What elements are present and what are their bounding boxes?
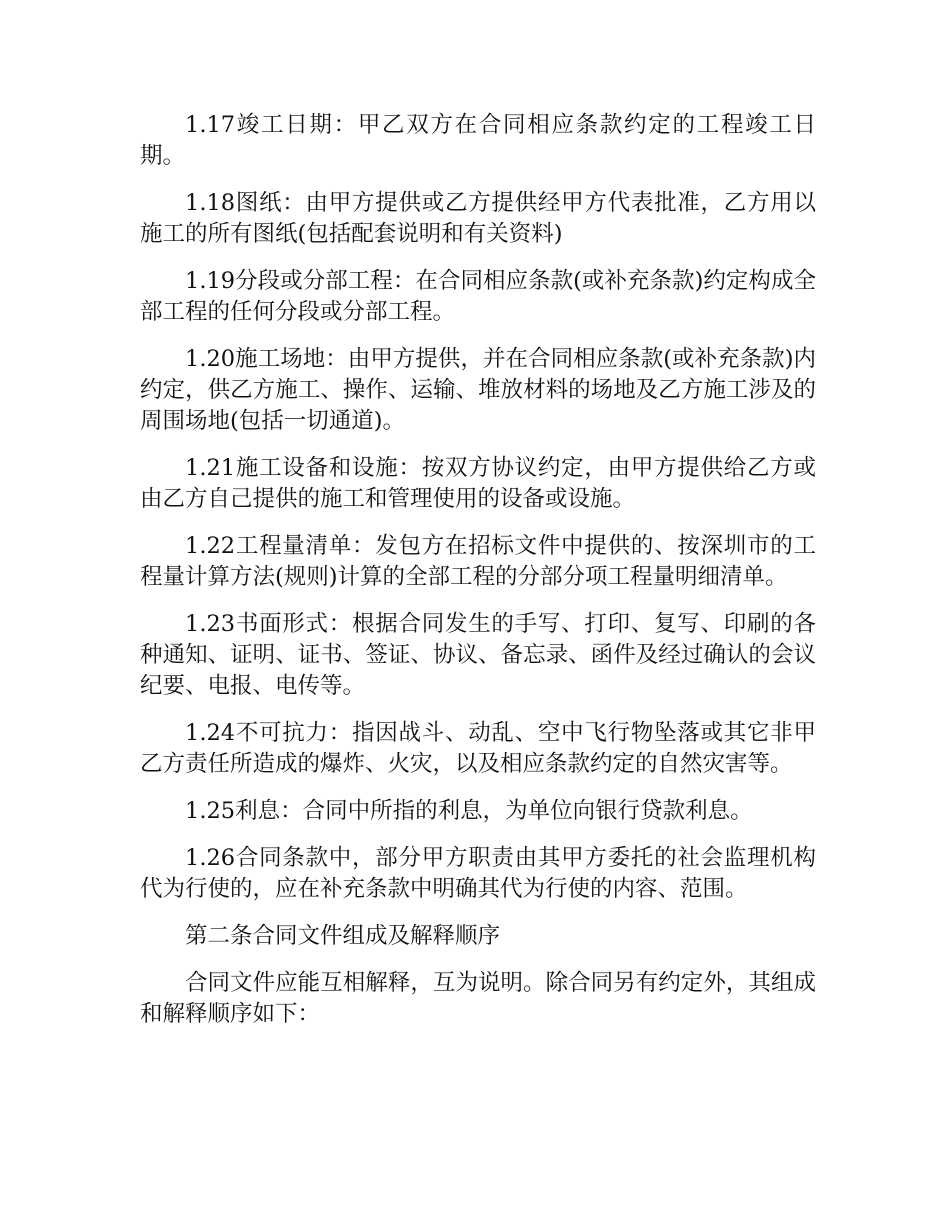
clause-1-26: 1.26合同条款中，部分甲方职责由其甲方委托的社会监理机构代为行使的，应在补充条款中明确其代为行使的内容、范围。 xyxy=(140,845,816,902)
clause-1-25: 1.25利息：合同中所指的利息，为单位向银行贷款利息。 xyxy=(185,798,753,824)
article-2-intro: 合同文件应能互相解释，互为说明。除合同另有约定外，其组成和解释顺序如下： xyxy=(140,970,816,1027)
clause-1-17: 1.17竣工日期：甲乙双方在合同相应条款约定的工程竣工日期。 xyxy=(140,112,816,169)
document-page xyxy=(140,110,816,1046)
clause-1-21: 1.21施工设备和设施：按双方协议约定，由甲方提供给乙方或由乙方自己提供的施工和管理使用的设备或设施。 xyxy=(140,455,816,512)
clause-1-22: 1.22工程量清单：发包方在招标文件中提供的、按深圳市的工程量计算方法(规则)计算的全部工程的分部分项工程量明细清单。 xyxy=(140,533,816,590)
clause-1-24: 1.24不可抗力：指因战斗、动乱、空中飞行物坠落或其它非甲乙方责任所造成的爆炸、火灾，以及相应条款约定的自然灾害等。 xyxy=(140,720,816,777)
clause-1-18: 1.18图纸：由甲方提供或乙方提供经甲方代表批准，乙方用以施工的所有图纸(包括配套说明和有关资料) xyxy=(140,190,816,247)
article-2-heading: 第二条合同文件组成及解释顺序 xyxy=(185,923,501,949)
clause-1-20: 1.20施工场地：由甲方提供，并在合同相应条款(或补充条款)内约定，供乙方施工、操作、运输、堆放材料的场地及乙方施工涉及的周围场地(包括一切通道)。 xyxy=(140,346,816,434)
clause-1-19: 1.19分段或分部工程：在合同相应条款(或补充条款)约定构成全部工程的任何分段或分部工程。 xyxy=(140,268,816,325)
clause-1-23: 1.23书面形式：根据合同发生的手写、打印、复写、印刷的各种通知、证明、证书、签证、协议、备忘录、函件及经过确认的会议纪要、电报、电传等。 xyxy=(140,611,816,699)
